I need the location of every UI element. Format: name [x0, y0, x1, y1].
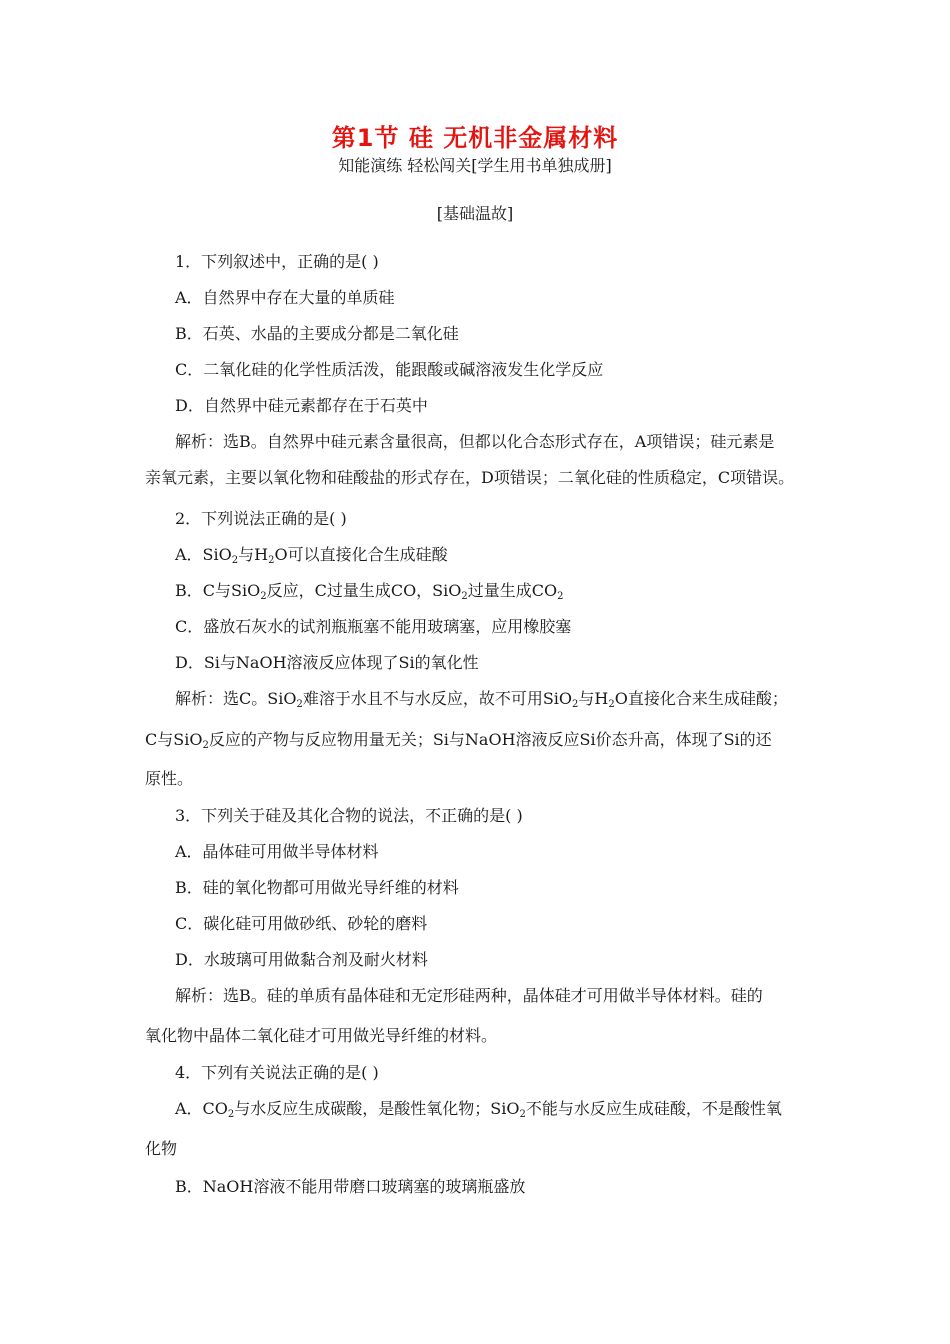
subscript: 2	[268, 555, 275, 566]
question-1-stem: 1．下列叙述中，正确的是( )	[175, 252, 379, 271]
question-4-option-a-continued: 化物	[145, 1139, 178, 1158]
question-3-option-a: A．晶体硅可用做半导体材料	[175, 842, 379, 861]
text-segment: 与H	[578, 689, 609, 708]
subscript: 2	[461, 591, 468, 602]
subscript: 2	[202, 740, 209, 751]
text-segment: A．CO	[175, 1099, 228, 1118]
question-4-stem: 4．下列有关说法正确的是( )	[175, 1063, 379, 1082]
text-segment: A．SiO	[175, 545, 232, 564]
subscript: 2	[608, 699, 615, 710]
page-title: 第1节 硅 无机非金属材料	[331, 124, 619, 152]
subscript: 2	[557, 591, 564, 602]
question-2-explanation-line-2	[145, 730, 772, 750]
text-segment: 反应，C过量生成CO，SiO	[266, 581, 462, 600]
subscript: 2	[296, 699, 303, 710]
question-1-option-a: A．自然界中存在大量的单质硅	[175, 288, 395, 307]
question-4-option-a	[175, 1099, 782, 1119]
text-segment: 不能与水反应生成硅酸，不是酸性氧	[525, 1099, 782, 1118]
question-3-option-d: D．水玻璃可用做黏合剂及耐火材料	[175, 950, 428, 969]
question-2-explanation-line-1	[175, 689, 788, 709]
subscript: 2	[572, 699, 579, 710]
question-2-option-a	[175, 545, 448, 565]
section-heading: [基础温故]	[436, 204, 514, 223]
question-2-option-d: D．Si与NaOH溶液反应体现了Si的氧化性	[175, 653, 479, 672]
question-3-explanation-line-1: 解析：选B。硅的单质有晶体硅和无定形硅两种，晶体硅才可用做半导体材料。硅的	[175, 986, 763, 1005]
question-4-option-b: B．NaOH溶液不能用带磨口玻璃塞的玻璃瓶盛放	[175, 1177, 526, 1196]
subscript: 2	[227, 1109, 235, 1120]
question-1-option-c: C．二氧化硅的化学性质活泼，能跟酸或碱溶液发生化学反应	[175, 360, 604, 379]
question-1-explanation-line-2: 亲氧元素，主要以氧化物和硅酸盐的形式存在，D项错误；二氧化硅的性质稳定，C项错误。	[145, 468, 795, 487]
question-2-option-b	[175, 581, 564, 601]
text-segment: C与SiO	[145, 730, 203, 749]
text-segment: 与水反应生成碳酸，是酸性氧化物；SiO	[234, 1099, 520, 1118]
question-3-stem: 3．下列关于硅及其化合物的说法，不正确的是( )	[175, 806, 523, 825]
subscript: 2	[519, 1109, 526, 1120]
text-segment: 过量生成CO	[467, 581, 558, 600]
text-segment: 难溶于水且不与水反应，故不可用SiO	[302, 689, 573, 708]
text-segment: B．C与SiO	[175, 581, 261, 600]
text-segment: 与H	[238, 545, 269, 564]
question-2-explanation-line-3: 原性。	[145, 769, 194, 788]
question-3-explanation-line-2: 氧化物中晶体二氧化硅才可用做光导纤维的材料。	[145, 1026, 498, 1045]
question-1-explanation-line-1: 解析：选B。自然界中硅元素含量很高，但都以化合态形式存在，A项错误；硅元素是	[175, 432, 775, 451]
text-segment: O可以直接化合生成硅酸	[274, 545, 448, 564]
question-3-option-c: C．碳化硅可用做砂纸、砂轮的磨料	[175, 914, 428, 933]
question-1-option-b: B．石英、水晶的主要成分都是二氧化硅	[175, 324, 459, 343]
question-1-option-d: D．自然界中硅元素都存在于石英中	[175, 396, 428, 415]
text-segment: 解析：选C。SiO	[175, 689, 297, 708]
question-2-option-c: C．盛放石灰水的试剂瓶瓶塞不能用玻璃塞，应用橡胶塞	[175, 617, 572, 636]
question-3-option-b: B．硅的氧化物都可用做光导纤维的材料	[175, 878, 459, 897]
page-subtitle: 知能演练 轻松闯关[学生用书单独成册]	[338, 156, 612, 175]
text-segment: 反应的产物与反应物用量无关；Si与NaOH溶液反应Si价态升高，体现了Si的还	[208, 730, 772, 749]
subscript: 2	[231, 555, 239, 566]
subscript: 2	[260, 591, 267, 602]
question-2-stem: 2．下列说法正确的是( )	[175, 509, 347, 528]
text-segment: O直接化合来生成硅酸；	[614, 689, 788, 708]
